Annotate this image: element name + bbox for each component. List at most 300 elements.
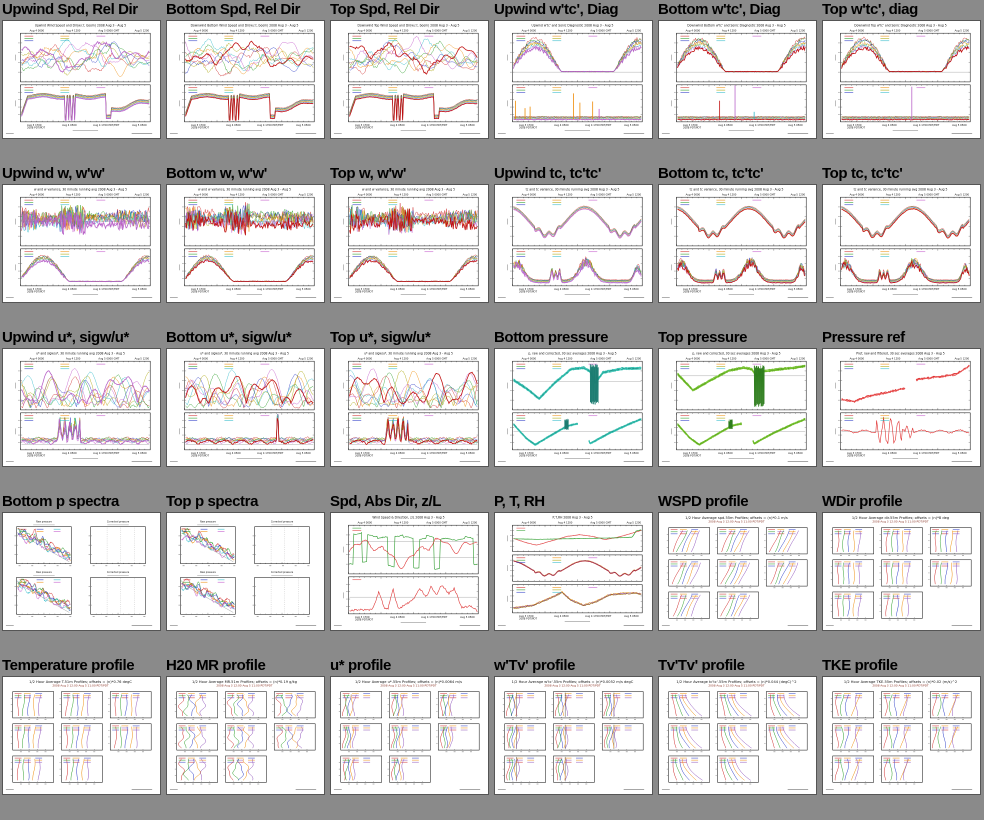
svg-text:2008 PDT/PDT: 2008 PDT/PDT [354, 290, 374, 294]
plot-thumbnail[interactable] [658, 348, 817, 467]
plot-thumbnail[interactable] [330, 20, 489, 139]
svg-text:Aug 3 1700: Aug 3 1700 [354, 287, 370, 291]
svg-text:2008 PDT/PDT: 2008 PDT/PDT [846, 290, 866, 294]
svg-text:Aug 4 1200: Aug 4 1200 [229, 29, 245, 33]
plot-title: Upwind tc, tc'tc' [494, 165, 602, 182]
svg-text:1/2 Hour Average u*.55m Profil: 1/2 Hour Average u*.55m Profiles; offsets = (n)*0.0064 m/s [355, 679, 462, 684]
svg-text:Aug 3 1700: Aug 3 1700 [26, 287, 42, 291]
svg-text:Downwind Bottom w'tc' and Soni: Downwind Bottom w'tc' and Sonic Diagnostic 2008 Aug 3 - Aug 5 [687, 23, 786, 28]
svg-text:2008 PDT/PDT: 2008 PDT/PDT [354, 126, 374, 130]
plot-title: Bottom w, w'w' [166, 165, 267, 182]
svg-text:Aug 3 1700: Aug 3 1700 [682, 123, 698, 127]
svg-text:Aug 5 0500: Aug 5 0500 [624, 451, 639, 455]
plot-thumbnail[interactable] [166, 512, 325, 631]
plot-thumbnail[interactable] [2, 20, 161, 139]
plot-title: Top Spd, Rel Dir [330, 1, 440, 18]
svg-text:Downwind Bottom Wind Speed and: Downwind Bottom Wind Speed and Dir(w.r.t. boom) 2008 Aug 3 - Aug 5 [190, 23, 299, 28]
plot-cell [494, 328, 652, 467]
plot-thumbnail[interactable] [494, 20, 653, 139]
plot-thumbnail[interactable] [822, 676, 981, 795]
svg-text:Aug 5 1200: Aug 5 1200 [626, 29, 642, 33]
svg-text:Aug 4 1700 PDT/PDT: Aug 4 1700 PDT/PDT [257, 451, 284, 455]
svg-text:Aug 3 1700: Aug 3 1700 [190, 123, 206, 127]
plot-thumbnail[interactable] [2, 676, 161, 795]
svg-text:Aug 4 1200: Aug 4 1200 [393, 521, 409, 525]
svg-text:1/2 Hour Average w'tc'.55m Pro: 1/2 Hour Average w'tc'.55m Profiles; offsets = (n)*0.0052 m/s degC [511, 679, 634, 684]
svg-text:Aug 4 1200: Aug 4 1200 [557, 193, 573, 197]
svg-text:Raw pressure: Raw pressure [200, 571, 216, 575]
svg-text:Aug 4 0500: Aug 4 0500 [62, 287, 77, 291]
svg-text:Aug 5 0000 GMT: Aug 5 0000 GMT [754, 29, 776, 33]
svg-text:Aug 5 0500: Aug 5 0500 [624, 123, 639, 127]
plot-title: Top p spectra [166, 493, 259, 510]
svg-text:Aug 5 0000 GMT: Aug 5 0000 GMT [426, 357, 448, 361]
plot-thumbnail-svg [823, 185, 978, 300]
svg-text:Aug 3 1700: Aug 3 1700 [26, 123, 42, 127]
plot-title: WSPD profile [658, 493, 749, 510]
svg-text:w and w variance, 30 minute ru: w and w variance, 30 minute running avg 2008 Aug 3 - Aug 5 [197, 187, 292, 192]
svg-text:2008 PDT/PDT: 2008 PDT/PDT [518, 617, 538, 621]
svg-text:Aug 4 0000: Aug 4 0000 [685, 29, 701, 33]
svg-text:2008 PDT/PDT: 2008 PDT/PDT [190, 126, 210, 130]
svg-text:Aug 4 1700 PDT/PDT: Aug 4 1700 PDT/PDT [421, 123, 448, 127]
plot-thumbnail[interactable] [330, 512, 489, 631]
svg-text:Aug 5 1200: Aug 5 1200 [298, 29, 314, 33]
svg-text:Aug 5 0000 GMT: Aug 5 0000 GMT [426, 521, 448, 525]
svg-text:Aug 5 0500: Aug 5 0500 [296, 287, 311, 291]
svg-text:2008 PDT/PDT: 2008 PDT/PDT [354, 618, 374, 622]
plot-thumbnail[interactable] [166, 20, 325, 139]
svg-text:Aug 3 1700: Aug 3 1700 [846, 451, 862, 455]
svg-text:Aug 5 0000 GMT: Aug 5 0000 GMT [98, 193, 120, 197]
svg-text:Aug 5 1200: Aug 5 1200 [954, 29, 970, 33]
plot-cell [2, 656, 160, 795]
svg-text:Corrected pressure: Corrected pressure [106, 571, 130, 575]
svg-text:Aug 3 1700: Aug 3 1700 [518, 287, 534, 291]
svg-text:Aug 4 0000: Aug 4 0000 [357, 29, 373, 33]
svg-text:Aug 5 0500: Aug 5 0500 [132, 123, 147, 127]
plot-thumbnail[interactable] [658, 512, 817, 631]
svg-text:Corrected pressure: Corrected pressure [270, 520, 294, 524]
svg-text:Aug 5 0500: Aug 5 0500 [460, 287, 475, 291]
plot-title: Upwind Spd, Rel Dir [2, 1, 138, 18]
svg-text:w and w variance, 30 minute ru: w and w variance, 30 minute running avg 2008 Aug 3 - Aug 5 [361, 187, 456, 192]
svg-text:Aug 3 1700: Aug 3 1700 [354, 451, 370, 455]
plot-cell [166, 656, 324, 795]
svg-text:Aug 4 1700 PDT/PDT: Aug 4 1700 PDT/PDT [93, 287, 120, 291]
plot-thumbnail[interactable] [658, 676, 817, 795]
svg-text:2008 Aug 3 12:00 Aug 5 11:00 P: 2008 Aug 3 12:00 Aug 5 11:00 PDT/PDT [216, 683, 273, 688]
plot-thumbnail-svg [3, 21, 158, 136]
plot-title: Upwind w'tc', Diag [494, 1, 619, 18]
svg-text:Aug 4 0000: Aug 4 0000 [685, 357, 701, 361]
svg-text:Aug 4 0500: Aug 4 0500 [390, 615, 405, 619]
svg-text:Aug 5 0000 GMT: Aug 5 0000 GMT [918, 193, 940, 197]
plot-thumbnail-svg [659, 185, 814, 300]
svg-text:Aug 3 1700: Aug 3 1700 [190, 451, 206, 455]
svg-text:p, raw and corrected, 30 sec a: p, raw and corrected, 30 sec averages 2008 Aug 3 - Aug 5 [692, 351, 781, 356]
svg-text:P,T,RH 2008 Aug 3 - Aug 5: P,T,RH 2008 Aug 3 - Aug 5 [552, 515, 593, 520]
plot-cell [330, 0, 488, 139]
plot-thumbnail-svg [823, 349, 978, 464]
svg-text:Aug 4 0500: Aug 4 0500 [554, 614, 569, 618]
plot-thumbnail[interactable] [2, 348, 161, 467]
svg-text:Aug 4 0500: Aug 4 0500 [62, 123, 77, 127]
svg-text:Aug 5 1200: Aug 5 1200 [134, 193, 150, 197]
svg-text:Aug 3 1700: Aug 3 1700 [846, 287, 862, 291]
svg-text:Aug 4 0000: Aug 4 0000 [193, 193, 209, 197]
plot-thumbnail[interactable] [330, 348, 489, 467]
svg-text:Aug 5 1200: Aug 5 1200 [134, 357, 150, 361]
plot-title: Bottom Spd, Rel Dir [166, 1, 301, 18]
svg-text:1/2 Hour Average spd.55m Profi: 1/2 Hour Average spd.55m Profiles; offsets = (n)*0.1 m/s [685, 515, 788, 520]
svg-text:Raw pressure: Raw pressure [200, 520, 216, 524]
plot-title: Top pressure [658, 329, 748, 346]
plot-title: WDir profile [822, 493, 903, 510]
svg-text:1/2 Hour Average T.51m Profile: 1/2 Hour Average T.51m Profiles; offsets = (n)*0.76 degC [29, 679, 132, 684]
svg-text:u* and sigw/u*, 30 minute runn: u* and sigw/u*, 30 minute running avg 2008 Aug 3 - Aug 5 [364, 351, 453, 356]
svg-text:Raw pressure: Raw pressure [36, 520, 52, 524]
svg-text:Aug 5 0500: Aug 5 0500 [132, 451, 147, 455]
svg-text:Aug 3 1700: Aug 3 1700 [846, 123, 862, 127]
plot-thumbnail[interactable] [330, 184, 489, 303]
svg-text:Aug 5 0000 GMT: Aug 5 0000 GMT [426, 193, 448, 197]
svg-text:2008 Aug 3 12:00 Aug 5 11:00 P: 2008 Aug 3 12:00 Aug 5 11:00 PDT/PDT [544, 683, 601, 688]
plot-thumbnail-svg [3, 349, 158, 464]
svg-text:Aug 4 1700 PDT/PDT: Aug 4 1700 PDT/PDT [421, 451, 448, 455]
svg-text:Aug 4 0500: Aug 4 0500 [882, 287, 897, 291]
svg-text:Aug 5 0500: Aug 5 0500 [952, 287, 967, 291]
plot-cell [658, 656, 816, 795]
plot-thumbnail[interactable] [330, 676, 489, 795]
svg-text:Aug 4 0000: Aug 4 0000 [849, 29, 865, 33]
svg-text:Pref, raw and filtered, 30 sec: Pref, raw and filtered, 30 sec averages 2008 Aug 3 - Aug 5 [856, 351, 945, 356]
svg-text:2008 Aug 3 12:00 Aug 5 11:00 P: 2008 Aug 3 12:00 Aug 5 11:00 PDT/PDT [708, 519, 765, 524]
svg-text:2008 Aug 3 12:00 Aug 5 11:00 P: 2008 Aug 3 12:00 Aug 5 11:00 PDT/PDT [380, 683, 437, 688]
svg-text:Aug 5 1200: Aug 5 1200 [462, 357, 478, 361]
svg-text:Aug 4 0500: Aug 4 0500 [882, 123, 897, 127]
plot-thumbnail[interactable] [166, 348, 325, 467]
plot-cell [822, 164, 980, 303]
svg-text:Aug 4 1200: Aug 4 1200 [557, 29, 573, 33]
plot-title: Bottom pressure [494, 329, 609, 346]
svg-text:2008 PDT/PDT: 2008 PDT/PDT [518, 290, 538, 294]
svg-text:2008 PDT/PDT: 2008 PDT/PDT [354, 454, 374, 458]
plot-cell [494, 0, 652, 139]
svg-text:p, raw and corrected, 30 sec a: p, raw and corrected, 30 sec averages 2008 Aug 3 - Aug 5 [528, 351, 617, 356]
svg-text:Aug 5 0000 GMT: Aug 5 0000 GMT [590, 357, 612, 361]
svg-text:2008 PDT/PDT: 2008 PDT/PDT [682, 454, 702, 458]
svg-text:Aug 4 0500: Aug 4 0500 [882, 451, 897, 455]
plot-thumbnail[interactable] [494, 348, 653, 467]
plot-title: Bottom u*, sigw/u* [166, 329, 292, 346]
svg-text:Aug 4 0500: Aug 4 0500 [226, 287, 241, 291]
svg-text:2008 PDT/PDT: 2008 PDT/PDT [518, 126, 538, 130]
svg-text:Aug 4 1200: Aug 4 1200 [393, 29, 409, 33]
svg-text:Aug 4 1700 PDT/PDT: Aug 4 1700 PDT/PDT [913, 451, 940, 455]
svg-text:Aug 5 0500: Aug 5 0500 [132, 287, 147, 291]
plot-thumbnail-svg [167, 21, 322, 136]
svg-text:tc and tc variance, 30 minute: tc and tc variance, 30 minute running avg 2008 Aug 3 - Aug 5 [525, 187, 620, 192]
svg-text:Aug 4 0500: Aug 4 0500 [226, 123, 241, 127]
svg-text:Aug 4 0000: Aug 4 0000 [193, 357, 209, 361]
svg-text:Aug 4 0000: Aug 4 0000 [29, 29, 45, 33]
svg-text:Aug 4 1700 PDT/PDT: Aug 4 1700 PDT/PDT [749, 287, 776, 291]
svg-text:Aug 5 0500: Aug 5 0500 [952, 123, 967, 127]
svg-text:Downwind Top w'tc' and Sonic D: Downwind Top w'tc' and Sonic Diagnostic 2008 Aug 3 - Aug 5 [854, 23, 947, 28]
plot-thumbnail[interactable] [494, 676, 653, 795]
plot-thumbnail[interactable] [2, 512, 161, 631]
svg-text:Aug 5 0500: Aug 5 0500 [460, 451, 475, 455]
plot-title: Tv'Tv' profile [658, 657, 745, 674]
plot-title: Temperature profile [2, 657, 135, 674]
svg-text:Aug 4 0000: Aug 4 0000 [521, 193, 537, 197]
svg-text:Aug 5 0500: Aug 5 0500 [624, 287, 639, 291]
svg-text:Aug 4 1200: Aug 4 1200 [65, 29, 81, 33]
plot-cell [494, 492, 652, 631]
svg-text:Aug 3 1700: Aug 3 1700 [682, 287, 698, 291]
svg-text:Aug 5 1200: Aug 5 1200 [954, 193, 970, 197]
plot-thumbnail-svg [331, 185, 486, 300]
plot-title: Pressure ref [822, 329, 905, 346]
svg-text:Aug 4 1700 PDT/PDT: Aug 4 1700 PDT/PDT [421, 615, 448, 619]
svg-text:Aug 4 1200: Aug 4 1200 [721, 193, 737, 197]
svg-text:Aug 4 0000: Aug 4 0000 [685, 193, 701, 197]
plot-thumbnail-svg [495, 185, 650, 300]
plot-cell [2, 492, 160, 631]
plot-title: Bottom p spectra [2, 493, 119, 510]
svg-text:1/2 Hour Average tc'tc'.55m Pr: 1/2 Hour Average tc'tc'.55m Profiles; offsets = (n)*0.044 (degC)^2 [676, 679, 797, 684]
plot-thumbnail[interactable] [494, 184, 653, 303]
svg-text:Aug 5 0000 GMT: Aug 5 0000 GMT [98, 29, 120, 33]
svg-text:Aug 4 1200: Aug 4 1200 [557, 357, 573, 361]
svg-text:Aug 5 1200: Aug 5 1200 [298, 193, 314, 197]
plot-thumbnail-svg [167, 349, 322, 464]
svg-text:Aug 4 0000: Aug 4 0000 [849, 357, 865, 361]
svg-text:Aug 3 1700: Aug 3 1700 [354, 615, 370, 619]
svg-text:2008 PDT/PDT: 2008 PDT/PDT [190, 454, 210, 458]
plot-thumbnail-svg [331, 21, 486, 136]
plot-cell [658, 328, 816, 467]
svg-text:Aug 5 0000 GMT: Aug 5 0000 GMT [98, 357, 120, 361]
svg-text:Aug 4 0000: Aug 4 0000 [193, 29, 209, 33]
svg-text:tc and tc variance, 30 minute: tc and tc variance, 30 minute running avg 2008 Aug 3 - Aug 5 [689, 187, 784, 192]
svg-text:Upwind w'tc' and Sonic Diagnos: Upwind w'tc' and Sonic Diagnostic 2008 Aug 3 - Aug 5 [531, 23, 614, 28]
svg-text:Aug 4 1200: Aug 4 1200 [229, 357, 245, 361]
plot-title: H20 MR profile [166, 657, 266, 674]
plot-thumbnail-svg [659, 21, 814, 136]
svg-text:Aug 5 0500: Aug 5 0500 [788, 287, 803, 291]
svg-text:Aug 4 1200: Aug 4 1200 [393, 193, 409, 197]
svg-text:Aug 4 1700 PDT/PDT: Aug 4 1700 PDT/PDT [585, 123, 612, 127]
svg-text:Aug 5 1200: Aug 5 1200 [954, 357, 970, 361]
svg-text:Aug 4 0500: Aug 4 0500 [554, 287, 569, 291]
svg-text:Aug 5 0500: Aug 5 0500 [460, 615, 475, 619]
svg-text:Aug 5 1200: Aug 5 1200 [790, 357, 806, 361]
plot-thumbnail-svg [823, 677, 978, 792]
svg-text:Aug 4 1700 PDT/PDT: Aug 4 1700 PDT/PDT [585, 451, 612, 455]
svg-text:Aug 4 1200: Aug 4 1200 [393, 357, 409, 361]
plot-title: Bottom tc, tc'tc' [658, 165, 764, 182]
svg-text:2008 Aug 3 12:00 Aug 5 11:00 P: 2008 Aug 3 12:00 Aug 5 11:00 PDT/PDT [872, 519, 929, 524]
svg-text:Downwind Top Wind Speed and Di: Downwind Top Wind Speed and Dir(w.r.t. boom) 2008 Aug 3 - Aug 5 [357, 23, 460, 28]
svg-text:Aug 4 0000: Aug 4 0000 [357, 521, 373, 525]
plot-cell [166, 492, 324, 631]
svg-text:Aug 3 1700: Aug 3 1700 [518, 614, 534, 618]
plot-thumbnail-svg [331, 513, 486, 628]
plot-cell [494, 164, 652, 303]
plot-thumbnail[interactable] [166, 676, 325, 795]
plot-thumbnail-svg [823, 21, 978, 136]
svg-text:Aug 4 1200: Aug 4 1200 [885, 357, 901, 361]
svg-text:Aug 5 0000 GMT: Aug 5 0000 GMT [918, 357, 940, 361]
plot-title: TKE profile [822, 657, 898, 674]
plot-cell [658, 492, 816, 631]
plot-cell [166, 328, 324, 467]
plot-title: Upwind u*, sigw/u* [2, 329, 129, 346]
plot-cell [330, 656, 488, 795]
plot-thumbnail[interactable] [166, 184, 325, 303]
svg-text:u* and sigw/u*, 30 minute runn: u* and sigw/u*, 30 minute running avg 2008 Aug 3 - Aug 5 [200, 351, 289, 356]
plot-thumbnail-svg [659, 349, 814, 464]
svg-text:Aug 5 0500: Aug 5 0500 [296, 451, 311, 455]
plot-title: w'Tv' profile [494, 657, 576, 674]
svg-text:1/2 Hour Average dir.55m Profi: 1/2 Hour Average dir.55m Profiles; offsets = (n)*8 deg [851, 515, 950, 520]
svg-text:Aug 5 1200: Aug 5 1200 [462, 193, 478, 197]
svg-text:Aug 4 1700 PDT/PDT: Aug 4 1700 PDT/PDT [913, 123, 940, 127]
svg-text:Aug 4 0000: Aug 4 0000 [29, 357, 45, 361]
plot-thumbnail[interactable] [494, 512, 653, 631]
svg-text:Aug 4 0500: Aug 4 0500 [554, 123, 569, 127]
svg-text:Aug 4 1200: Aug 4 1200 [721, 357, 737, 361]
svg-text:Aug 4 1700 PDT/PDT: Aug 4 1700 PDT/PDT [585, 287, 612, 291]
plot-cell [658, 0, 816, 139]
plot-title: Upwind w, w'w' [2, 165, 105, 182]
svg-text:Aug 4 0500: Aug 4 0500 [390, 451, 405, 455]
plot-title: Spd, Abs Dir, z/L [330, 493, 441, 510]
plot-title: Bottom w'tc', Diag [658, 1, 781, 18]
svg-text:Aug 4 1700 PDT/PDT: Aug 4 1700 PDT/PDT [421, 287, 448, 291]
svg-text:Aug 4 1700 PDT/PDT: Aug 4 1700 PDT/PDT [749, 123, 776, 127]
svg-text:Aug 3 1700: Aug 3 1700 [518, 123, 534, 127]
svg-text:2008 PDT/PDT: 2008 PDT/PDT [26, 454, 46, 458]
svg-text:Aug 5 0000 GMT: Aug 5 0000 GMT [590, 521, 612, 525]
svg-text:Aug 4 1700 PDT/PDT: Aug 4 1700 PDT/PDT [749, 451, 776, 455]
plot-thumbnail[interactable] [658, 20, 817, 139]
plot-thumbnail[interactable] [822, 20, 981, 139]
svg-text:Aug 4 0000: Aug 4 0000 [29, 193, 45, 197]
svg-text:Aug 5 0000 GMT: Aug 5 0000 GMT [754, 193, 776, 197]
plot-title: Top w'tc', diag [822, 1, 918, 18]
svg-text:Aug 4 0500: Aug 4 0500 [390, 287, 405, 291]
plot-thumbnail-svg [823, 513, 978, 628]
svg-text:Aug 4 0500: Aug 4 0500 [718, 123, 733, 127]
svg-text:Aug 3 1700: Aug 3 1700 [354, 123, 370, 127]
plot-thumbnail-svg [495, 21, 650, 136]
svg-text:Aug 3 1700: Aug 3 1700 [190, 287, 206, 291]
svg-text:Wind Speed & Direction, z/L 20: Wind Speed & Direction, z/L 2008 Aug 3 - Aug 5 [372, 515, 445, 520]
svg-text:Aug 4 0000: Aug 4 0000 [357, 193, 373, 197]
svg-text:Aug 5 0000 GMT: Aug 5 0000 GMT [918, 29, 940, 33]
svg-text:Aug 4 1200: Aug 4 1200 [885, 193, 901, 197]
svg-text:Aug 5 0000 GMT: Aug 5 0000 GMT [262, 357, 284, 361]
svg-text:2008 PDT/PDT: 2008 PDT/PDT [846, 454, 866, 458]
plot-thumbnail[interactable] [822, 512, 981, 631]
svg-text:Aug 4 0500: Aug 4 0500 [718, 287, 733, 291]
svg-text:Aug 5 0500: Aug 5 0500 [460, 123, 475, 127]
plot-thumbnail[interactable] [2, 184, 161, 303]
plot-cell [330, 164, 488, 303]
svg-text:Aug 5 0000 GMT: Aug 5 0000 GMT [262, 29, 284, 33]
svg-text:Aug 5 0500: Aug 5 0500 [788, 451, 803, 455]
svg-text:Corrected pressure: Corrected pressure [106, 520, 130, 524]
svg-text:2008 PDT/PDT: 2008 PDT/PDT [26, 290, 46, 294]
plot-thumbnail-svg [167, 513, 322, 628]
svg-text:Aug 5 0500: Aug 5 0500 [788, 123, 803, 127]
plot-cell [494, 656, 652, 795]
plot-title: P, T, RH [494, 493, 545, 510]
svg-text:Aug 5 0000 GMT: Aug 5 0000 GMT [426, 29, 448, 33]
svg-text:2008 Aug 3 12:00 Aug 5 11:00 P: 2008 Aug 3 12:00 Aug 5 11:00 PDT/PDT [872, 683, 929, 688]
plot-cell [822, 0, 980, 139]
svg-text:Aug 4 0500: Aug 4 0500 [718, 451, 733, 455]
svg-text:1/2 Hour Average MR.51m Profil: 1/2 Hour Average MR.51m Profiles; offsets = (n)*0.19 g/kg [191, 679, 298, 684]
svg-text:Aug 5 1200: Aug 5 1200 [626, 193, 642, 197]
svg-text:Raw pressure: Raw pressure [36, 571, 52, 575]
svg-text:Aug 5 0500: Aug 5 0500 [952, 451, 967, 455]
plot-cell [2, 0, 160, 139]
svg-text:Aug 5 1200: Aug 5 1200 [298, 357, 314, 361]
plot-title: Top w, w'w' [330, 165, 407, 182]
svg-text:2008 PDT/PDT: 2008 PDT/PDT [190, 290, 210, 294]
plot-cell [330, 328, 488, 467]
svg-text:Aug 4 0500: Aug 4 0500 [390, 123, 405, 127]
svg-text:Aug 4 1700 PDT/PDT: Aug 4 1700 PDT/PDT [913, 287, 940, 291]
svg-text:2008 PDT/PDT: 2008 PDT/PDT [682, 290, 702, 294]
svg-text:Aug 4 1700 PDT/PDT: Aug 4 1700 PDT/PDT [93, 451, 120, 455]
svg-text:Aug 4 0000: Aug 4 0000 [521, 521, 537, 525]
svg-text:Aug 4 1700 PDT/PDT: Aug 4 1700 PDT/PDT [585, 614, 612, 618]
plot-thumbnail-svg [331, 349, 486, 464]
svg-text:2008 PDT/PDT: 2008 PDT/PDT [518, 454, 538, 458]
plot-thumbnail-svg [167, 185, 322, 300]
svg-text:Aug 3 1700: Aug 3 1700 [26, 451, 42, 455]
plot-title: u* profile [330, 657, 392, 674]
plot-cell [822, 492, 980, 631]
plot-thumbnail-svg [3, 677, 158, 792]
plot-cell [658, 164, 816, 303]
svg-text:Aug 5 0000 GMT: Aug 5 0000 GMT [590, 29, 612, 33]
svg-text:Aug 4 0500: Aug 4 0500 [554, 451, 569, 455]
plot-cell [2, 164, 160, 303]
plot-thumbnail[interactable] [822, 348, 981, 467]
svg-text:Aug 5 1200: Aug 5 1200 [626, 357, 642, 361]
svg-text:u* and sigw/u*, 30 minute runn: u* and sigw/u*, 30 minute running avg 2008 Aug 3 - Aug 5 [36, 351, 125, 356]
svg-text:Aug 4 1700 PDT/PDT: Aug 4 1700 PDT/PDT [257, 287, 284, 291]
svg-text:Aug 4 0000: Aug 4 0000 [849, 193, 865, 197]
plot-thumbnail[interactable] [822, 184, 981, 303]
plot-cell [330, 492, 488, 631]
plot-title: Top tc, tc'tc' [822, 165, 903, 182]
plot-cell [166, 0, 324, 139]
svg-text:Aug 4 1700 PDT/PDT: Aug 4 1700 PDT/PDT [93, 123, 120, 127]
plot-thumbnail-svg [331, 677, 486, 792]
svg-text:2008 Aug 3 12:00 Aug 5 11:00 P: 2008 Aug 3 12:00 Aug 5 11:00 PDT/PDT [52, 683, 109, 688]
svg-text:w and w variance, 30 minute ru: w and w variance, 30 minute running avg 2008 Aug 3 - Aug 5 [33, 187, 128, 192]
plot-thumbnail[interactable] [658, 184, 817, 303]
svg-text:Aug 5 0500: Aug 5 0500 [296, 123, 311, 127]
svg-text:Aug 5 1200: Aug 5 1200 [790, 29, 806, 33]
